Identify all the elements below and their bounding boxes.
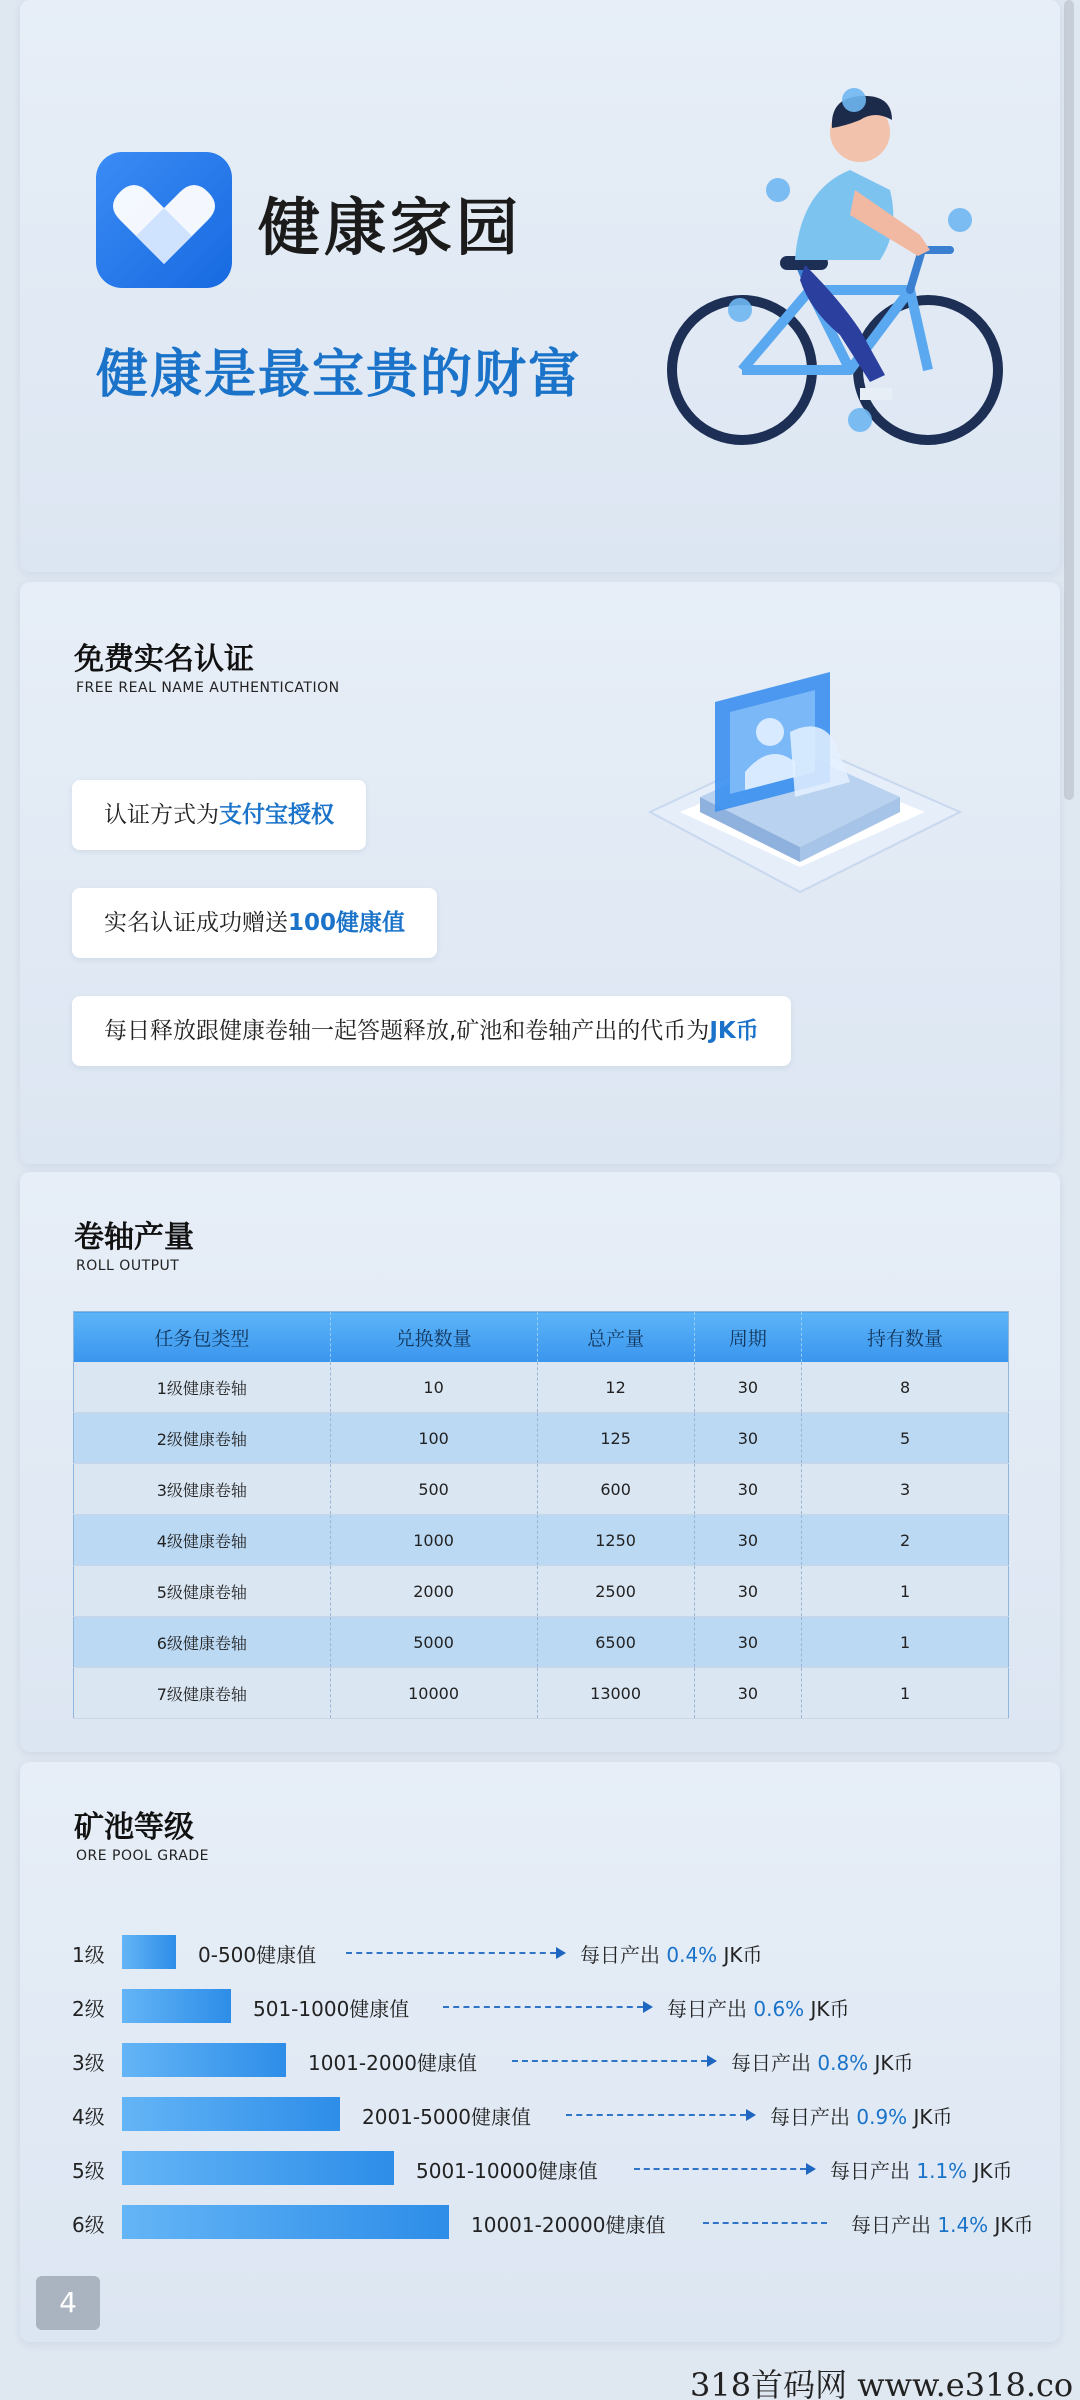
- auth-subtitle: FREE REAL NAME AUTHENTICATION: [76, 680, 340, 696]
- roll-subtitle: ROLL OUTPUT: [76, 1258, 180, 1274]
- ore-level-arrow: [346, 1952, 556, 1954]
- table-cell: 3: [802, 1464, 1009, 1515]
- ore-level-range: 5001-10000健康值: [416, 2159, 598, 2183]
- table-cell: 5: [802, 1413, 1009, 1464]
- output-suffix: JK币: [994, 2213, 1034, 2237]
- table-row: [74, 1413, 1009, 1464]
- table-cell: 30: [694, 1413, 801, 1464]
- app-logo-icon: [96, 152, 232, 288]
- auth-item-highlight: 100健康值: [288, 910, 406, 936]
- ore-level-bar: [122, 2205, 449, 2239]
- table-cell: 30: [694, 1362, 801, 1413]
- table-cell: 5000: [330, 1617, 537, 1668]
- table-header-row: [74, 1312, 1009, 1363]
- ore-level-range: 0-500健康值: [198, 1943, 317, 1967]
- table-cell: 1: [802, 1617, 1009, 1668]
- output-rate: 1.4%: [937, 2213, 989, 2237]
- auth-item-highlight: JK币: [709, 1018, 759, 1044]
- ore-level-range: 2001-5000健康值: [362, 2105, 532, 2129]
- table-cell: 30: [694, 1566, 801, 1617]
- auth-item-method: [72, 780, 366, 850]
- output-prefix: 每日产出: [770, 2105, 850, 2129]
- table-cell: 4级健康卷轴: [74, 1515, 331, 1566]
- ore-level-label: 2级: [72, 1997, 105, 2021]
- auth-item-text: 每日释放跟健康卷轴一起答题释放,矿池和卷轴产出的代币为: [104, 1018, 710, 1044]
- output-rate: 0.4%: [666, 1943, 718, 1967]
- slogan: 健康是最宝贵的财富: [96, 345, 583, 405]
- arrow-head-icon: [556, 1947, 566, 1959]
- table-cell: 1000: [330, 1515, 537, 1566]
- ore-level-bar: [122, 2043, 286, 2077]
- table-cell: 5级健康卷轴: [74, 1566, 331, 1617]
- roll-title: 卷轴产量: [74, 1220, 194, 1255]
- ore-level-output: [731, 2047, 914, 2076]
- output-rate: 0.8%: [817, 2051, 869, 2075]
- ore-level-arrow: [512, 2060, 707, 2062]
- ore-level-output: [851, 2209, 1034, 2238]
- table-cell: 3级健康卷轴: [74, 1464, 331, 1515]
- ore-level-range: 501-1000健康值: [253, 1997, 410, 2021]
- table-cell: 2500: [537, 1566, 694, 1617]
- auth-title: 免费实名认证: [74, 642, 254, 677]
- auth-item-highlight: 支付宝授权: [219, 802, 334, 828]
- id-card-illustration: [620, 662, 980, 902]
- arrow-head-icon: [746, 2109, 756, 2121]
- ore-level-label: 1级: [72, 1943, 105, 1967]
- output-suffix: JK币: [810, 1997, 850, 2021]
- table-cell: 7级健康卷轴: [74, 1668, 331, 1719]
- auth-item-text: 实名认证成功赠送: [104, 910, 288, 936]
- table-cell: 8: [802, 1362, 1009, 1413]
- arrow-head-icon: [707, 2055, 717, 2067]
- ore-level-label: 6级: [72, 2213, 105, 2237]
- table-cell: 2级健康卷轴: [74, 1413, 331, 1464]
- arrow-head-icon: [643, 2001, 653, 2013]
- table-cell: 10000: [330, 1668, 537, 1719]
- roll-output-table: [73, 1311, 1009, 1719]
- table-row: [74, 1668, 1009, 1719]
- table-header: 周期: [694, 1312, 801, 1363]
- output-rate: 0.6%: [753, 1997, 805, 2021]
- table-cell: 30: [694, 1515, 801, 1566]
- output-rate: 0.9%: [856, 2105, 908, 2129]
- ore-level-arrow: [566, 2114, 746, 2116]
- output-suffix: JK币: [874, 2051, 914, 2075]
- ore-title: 矿池等级: [74, 1810, 194, 1845]
- ore-level-bar: [122, 1935, 176, 1969]
- ore-level-bar: [122, 2097, 340, 2131]
- ore-level-output: [770, 2101, 953, 2130]
- table-cell: 600: [537, 1464, 694, 1515]
- ore-level-output: [830, 2155, 1013, 2184]
- table-header: 持有数量: [802, 1312, 1009, 1363]
- output-suffix: JK币: [973, 2159, 1013, 2183]
- table-cell: 10: [330, 1362, 537, 1413]
- output-prefix: 每日产出: [731, 2051, 811, 2075]
- output-suffix: JK币: [723, 1943, 763, 1967]
- ore-level-arrow: [703, 2222, 827, 2224]
- ore-level-range: 10001-20000健康值: [471, 2213, 666, 2237]
- output-prefix: 每日产出: [580, 1943, 660, 1967]
- table-row: [74, 1566, 1009, 1617]
- table-cell: 1: [802, 1668, 1009, 1719]
- ore-level-arrow: [634, 2168, 806, 2170]
- table-header: 任务包类型: [74, 1312, 331, 1363]
- ore-subtitle: ORE POOL GRADE: [76, 1848, 209, 1864]
- table-cell: 1级健康卷轴: [74, 1362, 331, 1413]
- watermark: 318首码网 www.e318.co: [690, 2366, 1074, 2400]
- auth-item-release: [72, 996, 791, 1066]
- ore-level-arrow: [443, 2006, 643, 2008]
- ore-level-label: 4级: [72, 2105, 105, 2129]
- ore-level-label: 5级: [72, 2159, 105, 2183]
- ore-level-output: [667, 1993, 850, 2022]
- table-cell: 500: [330, 1464, 537, 1515]
- auth-card: [20, 582, 1060, 1164]
- table-cell: 1: [802, 1566, 1009, 1617]
- table-cell: 6500: [537, 1617, 694, 1668]
- table-cell: 30: [694, 1464, 801, 1515]
- arrow-head-icon: [806, 2163, 816, 2175]
- app-name: 健康家园: [258, 191, 523, 264]
- table-cell: 30: [694, 1668, 801, 1719]
- table-cell: 12: [537, 1362, 694, 1413]
- output-rate: 1.1%: [916, 2159, 968, 2183]
- table-row: [74, 1515, 1009, 1566]
- output-suffix: JK币: [913, 2105, 953, 2129]
- table-row: [74, 1464, 1009, 1515]
- page-number: 4: [36, 2276, 100, 2330]
- table-header: 总产量: [537, 1312, 694, 1363]
- ore-level-output: [580, 1939, 763, 1968]
- auth-item-reward: [72, 888, 437, 958]
- table-row: [74, 1362, 1009, 1413]
- ore-level-range: 1001-2000健康值: [308, 2051, 478, 2075]
- table-cell: 13000: [537, 1668, 694, 1719]
- table-row: [74, 1617, 1009, 1668]
- table-cell: 100: [330, 1413, 537, 1464]
- output-prefix: 每日产出: [830, 2159, 910, 2183]
- output-prefix: 每日产出: [851, 2213, 931, 2237]
- header-card: [20, 0, 1060, 572]
- ore-level-bar: [122, 1989, 231, 2023]
- table-cell: 1250: [537, 1515, 694, 1566]
- table-cell: 30: [694, 1617, 801, 1668]
- table-header: 兑换数量: [330, 1312, 537, 1363]
- table-cell: 6级健康卷轴: [74, 1617, 331, 1668]
- ore-level-bar: [122, 2151, 394, 2185]
- table-cell: 125: [537, 1413, 694, 1464]
- auth-item-text: 认证方式为: [104, 802, 219, 828]
- ore-level-label: 3级: [72, 2051, 105, 2075]
- table-cell: 2: [802, 1515, 1009, 1566]
- scrollbar[interactable]: [1064, 0, 1074, 800]
- table-cell: 2000: [330, 1566, 537, 1617]
- output-prefix: 每日产出: [667, 1997, 747, 2021]
